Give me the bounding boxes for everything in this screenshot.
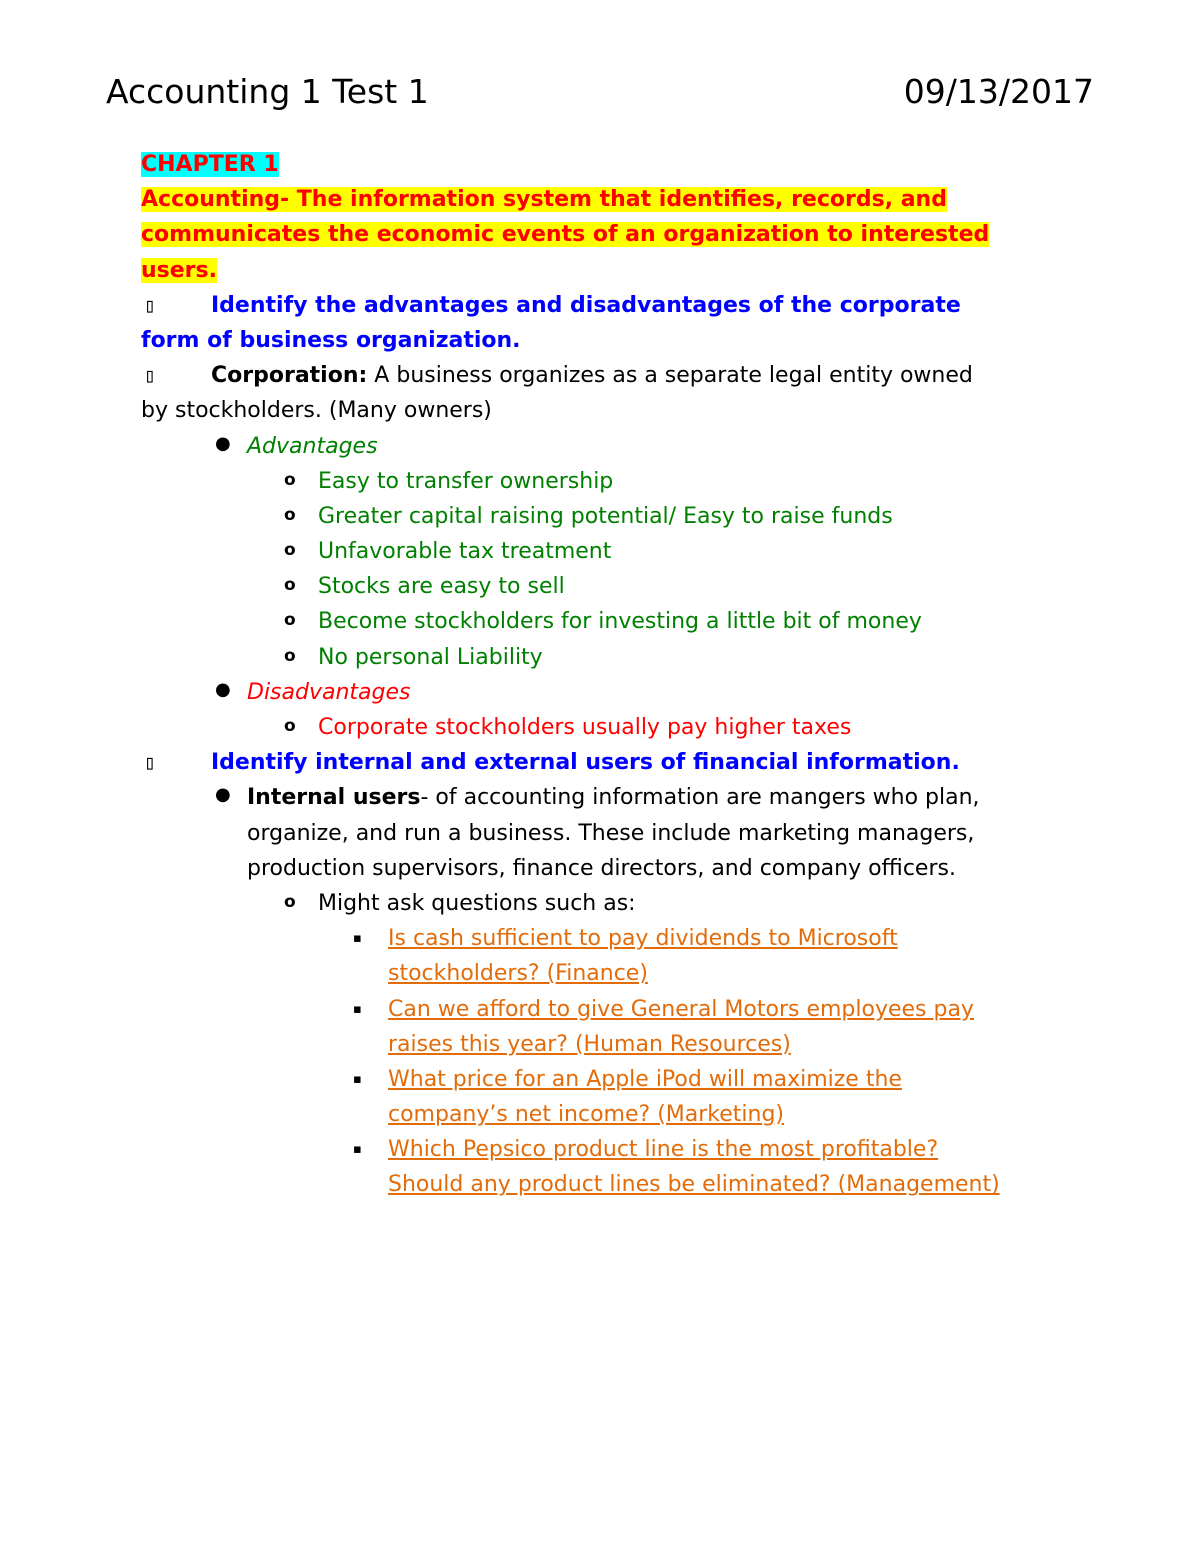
chapter-heading: CHAPTER 1 (141, 152, 279, 177)
definition-line-3 (141, 253, 1061, 288)
document-body (141, 147, 1061, 1203)
question-link[interactable]: Should any product lines be eliminated? (Management) (388, 1172, 1000, 1198)
advantage-item: No personal Liability (318, 644, 543, 670)
internal-users-line-1 (141, 780, 1061, 815)
accounting-definition-3: users. (141, 257, 217, 283)
round-bullet-icon: ● (215, 784, 231, 806)
list-item (141, 534, 1061, 569)
internal-users-definition: - of accounting information are mangers who plan, (420, 785, 980, 811)
square-bullet-icon: ▯ (144, 292, 157, 317)
circle-bullet-icon: o (284, 645, 296, 666)
objective-1-text: Identify the advantages and disadvantages of the corporate (211, 292, 961, 318)
objective-1-line-1 (141, 288, 1061, 323)
internal-users-definition-cont: production supervisors, finance directors, and company officers. (247, 855, 956, 881)
list-item (141, 604, 1061, 639)
round-bullet-icon: ● (215, 432, 231, 454)
chapter-heading-line (141, 147, 1061, 182)
list-item (141, 464, 1061, 499)
list-item (141, 499, 1061, 534)
question-link[interactable]: stockholders? (Finance) (388, 961, 648, 987)
circle-bullet-icon: o (284, 610, 296, 631)
internal-users-line-2 (141, 816, 1061, 851)
corporation-definition: A business organizes as a separate legal entity owned (367, 363, 973, 389)
disadvantages-heading-line (141, 675, 1061, 710)
definition-line-2 (141, 217, 1061, 252)
small-square-bullet-icon: ▪ (353, 1001, 362, 1017)
internal-users-definition-cont: organize, and run a business. These include marketing managers, (247, 820, 975, 846)
accounting-definition-2: communicates the economic events of an organization to interested (141, 222, 990, 248)
question-item-cont (141, 1167, 1061, 1202)
corporation-line-1 (141, 358, 1061, 393)
internal-users-line-3 (141, 851, 1061, 886)
question-item-cont (141, 1097, 1061, 1132)
corporation-line-2 (141, 393, 1061, 428)
advantage-item: Stocks are easy to sell (318, 574, 565, 600)
circle-bullet-icon: o (284, 891, 296, 912)
question-item (141, 921, 1061, 956)
disadvantage-item: Corporate stockholders usually pay higher taxes (318, 715, 852, 740)
advantage-item: Greater capital raising potential/ Easy to raise funds (318, 503, 893, 529)
question-link[interactable]: What price for an Apple iPod will maximize the (388, 1066, 902, 1092)
question-item (141, 992, 1061, 1027)
small-square-bullet-icon: ▪ (353, 1142, 362, 1158)
objective-2-text: Identify internal and external users of financial information. (211, 750, 960, 776)
list-item (141, 640, 1061, 675)
list-item (141, 710, 1061, 745)
disadvantages-heading: Disadvantages (247, 679, 411, 705)
advantage-item: Easy to transfer ownership (318, 468, 614, 494)
question-link[interactable]: raises this year? (Human Resources) (388, 1031, 791, 1057)
questions-intro-line (141, 886, 1061, 921)
round-bullet-icon: ● (215, 678, 231, 700)
question-link[interactable]: Is cash sufficient to pay dividends to Microsoft (388, 926, 898, 952)
question-item (141, 1062, 1061, 1097)
circle-bullet-icon: o (284, 575, 296, 596)
square-bullet-icon: ▯ (144, 750, 157, 775)
question-link[interactable]: Which Pepsico product line is the most profitable? (388, 1137, 939, 1163)
questions-intro: Might ask questions such as: (318, 890, 636, 916)
corporation-definition-cont: by stockholders. (Many owners) (141, 398, 492, 424)
question-item (141, 1132, 1061, 1167)
advantage-item: Become stockholders for investing a little bit of money (318, 609, 922, 635)
circle-bullet-icon: o (284, 469, 296, 490)
square-bullet-icon: ▯ (144, 363, 157, 388)
question-item-cont (141, 1027, 1061, 1062)
objective-2-line (141, 745, 1061, 780)
definition-line-1 (141, 182, 1061, 217)
corporation-term: Corporation: (211, 363, 368, 389)
question-link[interactable]: Can we afford to give General Motors employees pay (388, 996, 974, 1022)
advantages-heading: Advantages (247, 433, 378, 459)
document-title: Accounting 1 Test 1 (106, 72, 429, 111)
circle-bullet-icon: o (284, 716, 296, 736)
small-square-bullet-icon: ▪ (353, 931, 362, 947)
question-link[interactable]: company’s net income? (Marketing) (388, 1102, 784, 1128)
list-item (141, 569, 1061, 604)
advantage-item: Unfavorable tax treatment (318, 539, 612, 565)
objective-1-text-cont: form of business organization. (141, 327, 521, 353)
internal-users-term: Internal users (247, 785, 421, 811)
document-date: 09/13/2017 (903, 72, 1094, 111)
advantages-heading-line (141, 429, 1061, 464)
page-header (106, 72, 1094, 116)
question-item-cont (141, 956, 1061, 991)
circle-bullet-icon: o (284, 540, 296, 561)
small-square-bullet-icon: ▪ (353, 1071, 362, 1087)
accounting-definition-1: Accounting- The information system that identifies, records, and (141, 187, 947, 213)
objective-1-line-2 (141, 323, 1061, 358)
circle-bullet-icon: o (284, 504, 296, 525)
